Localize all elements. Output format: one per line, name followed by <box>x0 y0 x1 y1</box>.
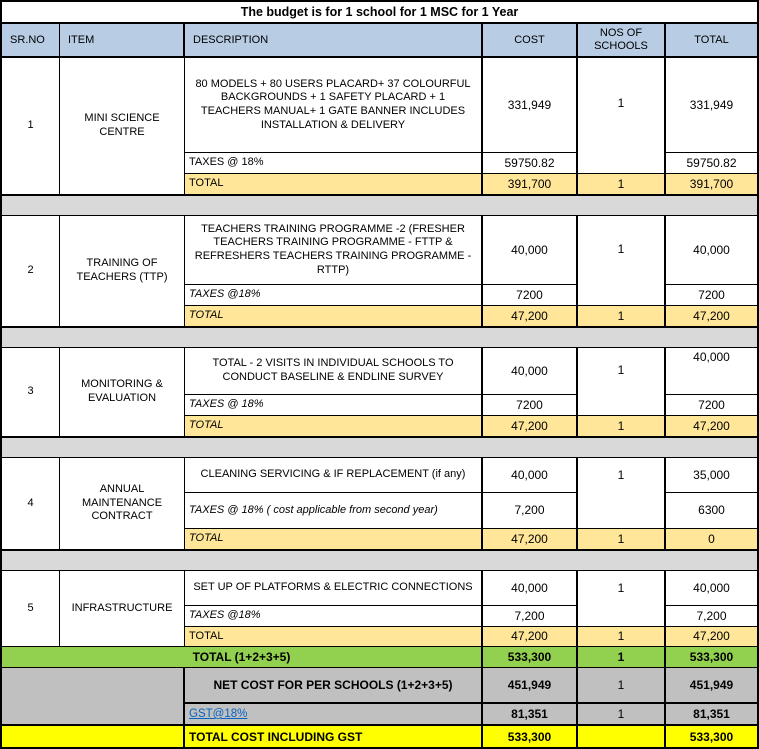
header-row <box>2 24 757 58</box>
total-cell: 35,000 <box>666 458 757 493</box>
nos-of-schools-cell: 1 <box>578 348 666 416</box>
summary-blank-cell <box>2 668 185 726</box>
subtotal-label-cell: TOTAL <box>185 306 483 327</box>
subtotal-label-cell: TOTAL <box>185 529 483 550</box>
taxes-total-cell: 7200 <box>666 285 757 306</box>
subtotal-label-cell: TOTAL <box>185 174 483 195</box>
taxes-cost-cell: 7200 <box>483 285 578 306</box>
subtotal-nos-cell: 1 <box>578 416 666 437</box>
header-cost: COST <box>483 24 578 58</box>
description-cell: 80 MODELS + 80 USERS PLACARD+ 37 COLOURFUL BACKGROUNDS + 1 SAFETY PLACARD + 1 TEACHERS MANUAL+ 1 GATE BANNER INCLUDES INSTALLATION & DELIVERY <box>185 58 483 153</box>
cost-cell: 40,000 <box>483 348 578 395</box>
gst-total: 81,351 <box>666 704 757 726</box>
grand-total-label: TOTAL (1+2+3+5) <box>2 647 483 668</box>
header-description: DESCRIPTION <box>185 24 483 58</box>
subtotal-total-cell: 391,700 <box>666 174 757 195</box>
net-cost-nos: 1 <box>578 668 666 704</box>
grand-total-row <box>2 647 757 668</box>
description-cell: SET UP OF PLATFORMS & ELECTRIC CONNECTIONS <box>185 571 483 606</box>
sr-no-cell: 3 <box>2 348 60 437</box>
sr-no-cell: 1 <box>2 58 60 195</box>
item-cell: MINI SCIENCE CENTRE <box>60 58 185 195</box>
total-cell: 40,000 <box>666 348 757 395</box>
item-cell: INFRASTRUCTURE <box>60 571 185 647</box>
gst-link[interactable]: GST@18% <box>189 708 248 720</box>
subtotal-cost-cell: 47,200 <box>483 627 578 647</box>
table-title: The budget is for 1 school for 1 MSC for 1 Year <box>2 2 757 24</box>
description-cell: TEACHERS TRAINING PROGRAMME -2 (FRESHER TEACHERS TRAINING PROGRAMME - FTTP & REFRESHERS TEACHERS TRAINING PROGRAMME - RTTP) <box>185 216 483 285</box>
section-mini-science-centre <box>2 58 757 195</box>
taxes-cost-cell: 59750.82 <box>483 153 578 174</box>
item-cell: ANNUAL MAINTENANCE CONTRACT <box>60 458 185 550</box>
gst-label-cell <box>185 704 483 726</box>
subtotal-total-cell: 47,200 <box>666 306 757 327</box>
item-cell: MONITORING & EVALUATION <box>60 348 185 437</box>
summary-section <box>2 668 757 747</box>
nos-of-schools-cell: 1 <box>578 571 666 627</box>
net-cost-total: 451,949 <box>666 668 757 704</box>
sr-no-cell: 5 <box>2 571 60 647</box>
subtotal-nos-cell: 1 <box>578 529 666 550</box>
item-cell: TRAINING OF TEACHERS (TTP) <box>60 216 185 327</box>
section-monitoring-evaluation <box>2 348 757 437</box>
total-cell: 331,949 <box>666 58 757 153</box>
nos-of-schools-cell: 1 <box>578 58 666 174</box>
subtotal-label-cell: TOTAL <box>185 416 483 437</box>
cost-cell: 40,000 <box>483 216 578 285</box>
taxes-label-cell: TAXES @ 18% <box>185 395 483 416</box>
grand-total-total: 533,300 <box>666 647 757 668</box>
taxes-total-cell: 6300 <box>666 493 757 529</box>
header-total: TOTAL <box>666 24 757 58</box>
description-cell: CLEANING SERVICING & IF REPLACEMENT (if any) <box>185 458 483 493</box>
description-cell: TOTAL - 2 VISITS IN INDIVIDUAL SCHOOLS TO CONDUCT BASELINE & ENDLINE SURVEY <box>185 348 483 395</box>
taxes-cost-cell: 7,200 <box>483 606 578 627</box>
taxes-total-cell: 7,200 <box>666 606 757 627</box>
gst-cost: 81,351 <box>483 704 578 726</box>
subtotal-total-cell: 0 <box>666 529 757 550</box>
section-training-of-teachers <box>2 216 757 327</box>
subtotal-cost-cell: 47,200 <box>483 416 578 437</box>
separator-band <box>2 437 757 458</box>
separator-band <box>2 327 757 348</box>
taxes-total-cell: 59750.82 <box>666 153 757 174</box>
nos-of-schools-cell: 1 <box>578 216 666 306</box>
subtotal-total-cell: 47,200 <box>666 416 757 437</box>
cost-cell: 40,000 <box>483 571 578 606</box>
taxes-label-cell: TAXES @ 18% ( cost applicable from second year) <box>185 493 483 529</box>
final-total-blank-cell <box>2 726 185 747</box>
net-cost-label: NET COST FOR PER SCHOOLS (1+2+3+5) <box>185 668 483 704</box>
taxes-cost-cell: 7200 <box>483 395 578 416</box>
final-total-total: 533,300 <box>666 726 757 747</box>
section-annual-maintenance-contract <box>2 458 757 550</box>
total-cell: 40,000 <box>666 216 757 285</box>
taxes-cost-cell: 7,200 <box>483 493 578 529</box>
header-sr-no: SR.NO <box>2 24 60 58</box>
nos-of-schools-cell: 1 <box>578 458 666 529</box>
taxes-total-cell: 7200 <box>666 395 757 416</box>
taxes-label-cell: TAXES @ 18% <box>185 153 483 174</box>
subtotal-nos-cell: 1 <box>578 306 666 327</box>
gst-nos: 1 <box>578 704 666 726</box>
subtotal-nos-cell: 1 <box>578 174 666 195</box>
subtotal-cost-cell: 47,200 <box>483 529 578 550</box>
subtotal-nos-cell: 1 <box>578 627 666 647</box>
final-total-label: TOTAL COST INCLUDING GST <box>185 726 483 747</box>
total-cell: 40,000 <box>666 571 757 606</box>
subtotal-label-cell: TOTAL <box>185 627 483 647</box>
separator-band <box>2 195 757 216</box>
sr-no-cell: 2 <box>2 216 60 327</box>
header-item: ITEM <box>60 24 185 58</box>
net-cost-cost: 451,949 <box>483 668 578 704</box>
final-total-cost: 533,300 <box>483 726 578 747</box>
separator-band <box>2 550 757 571</box>
section-infrastructure <box>2 571 757 647</box>
taxes-label-cell: TAXES @18% <box>185 606 483 627</box>
taxes-label-cell: TAXES @18% <box>185 285 483 306</box>
subtotal-total-cell: 47,200 <box>666 627 757 647</box>
final-total-nos <box>578 726 666 747</box>
subtotal-cost-cell: 391,700 <box>483 174 578 195</box>
subtotal-cost-cell: 47,200 <box>483 306 578 327</box>
sr-no-cell: 4 <box>2 458 60 550</box>
grand-total-nos: 1 <box>578 647 666 668</box>
header-nos-of-schools: NOS OF SCHOOLS <box>578 24 666 58</box>
cost-cell: 331,949 <box>483 58 578 153</box>
cost-cell: 40,000 <box>483 458 578 493</box>
grand-total-cost: 533,300 <box>483 647 578 668</box>
